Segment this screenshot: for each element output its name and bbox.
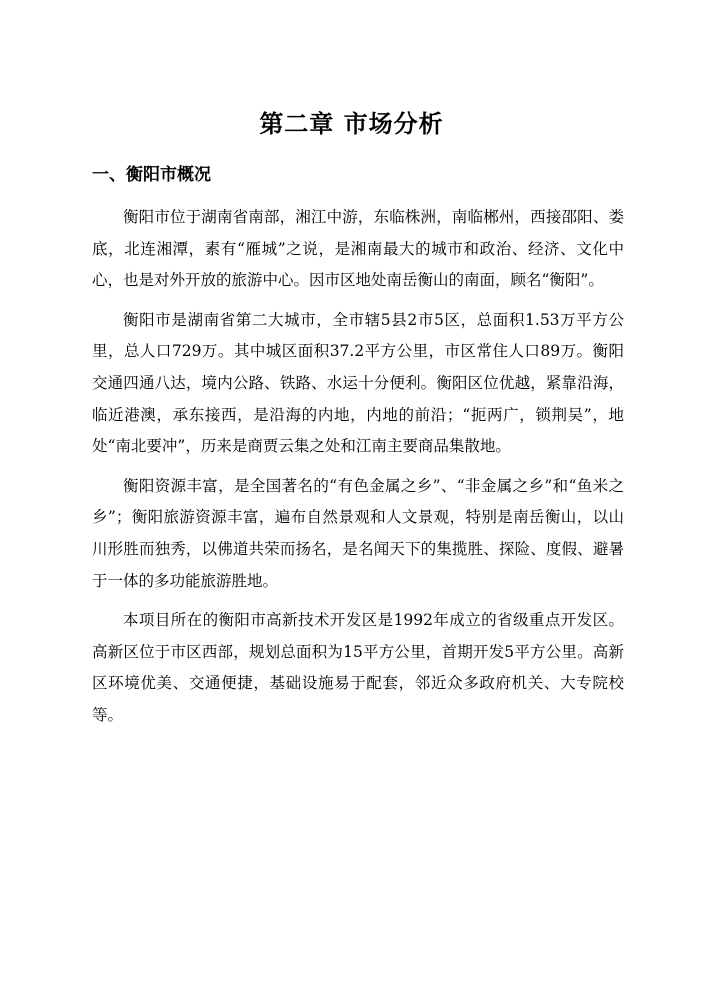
paragraph-city-overview: 衡阳市是湖南省第二大城市，全市辖5县2市5区，总面积1.53万平方公里，总人口729万。其中城区面积37.2平方公里，市区常住人口89万。衡阳交通四通八达，境内公路、铁路、水运十分便利。衡阳区位优越，紧靠沿海，临近港澳，承东接西，是沿海的内地，内地的前沿；“扼两广，锁荆吴”，地处“南北要冲”，历来是商贾云集之处和江南主要商品集散地。 [92,310,624,456]
chapter-title: 第二章 市场分析 [259,109,444,138]
section-heading: 一、衡阳市概况 [92,165,211,185]
paragraph-development-zone: 本项目所在的衡阳市高新技术开发区是1992年成立的省级重点开发区。高新区位于市区西部，规划总面积为15平方公里，首期开发5平方公里。高新区环境优美、交通便捷，基础设施易于配套，邻近众多政府机关、大专院校等。 [92,611,624,724]
paragraph-location: 衡阳市位于湖南省南部，湘江中游，东临株洲，南临郴州，西接邵阳、娄底，北连湘潭，素有“雁城”之说，是湘南最大的城市和政治、经济、文化中心，也是对外开放的旅游中心。因市区地处南岳衡山的南面，顾名“衡阳”。 [92,208,624,290]
body-text [92,202,624,740]
paragraph-resources: 衡阳资源丰富，是全国著名的“有色金属之乡”、“非金属之乡”和“鱼米之乡”；衡阳旅游资源丰富，遍布自然景观和人文景观，特别是南岳衡山，以山川形胜而独秀，以佛道共荣而扬名，是名闻天下的集揽胜、探险、度假、避暑于一体的多功能旅游胜地。 [92,476,624,590]
